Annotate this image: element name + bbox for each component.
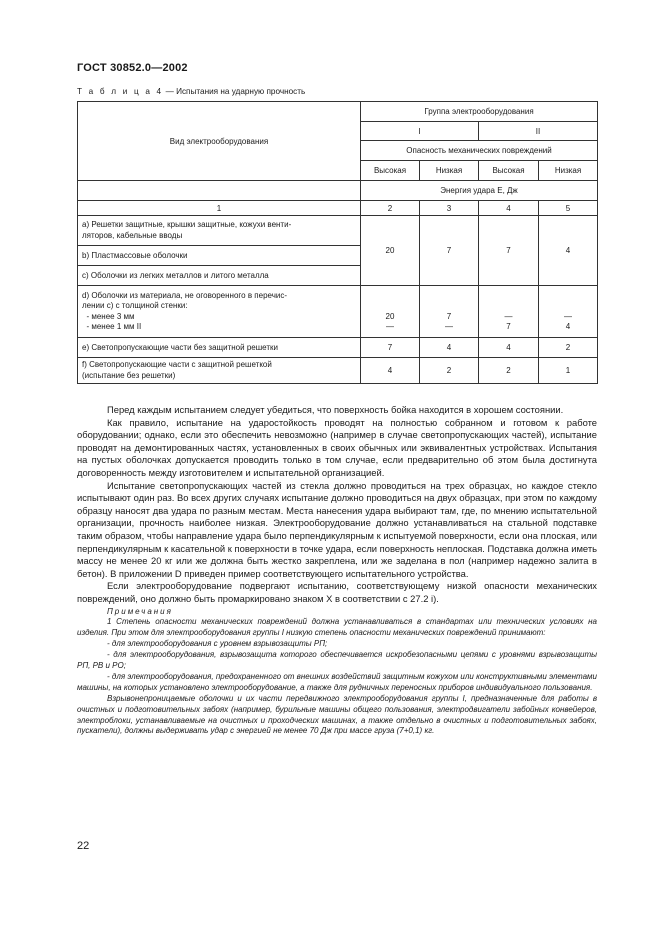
column-number: 2 <box>361 201 420 216</box>
header-equipment-kind: Вид электрооборудования <box>78 102 361 181</box>
row-value: 2 <box>420 358 479 384</box>
column-number: 1 <box>78 201 361 216</box>
row-value: 7 <box>479 216 539 286</box>
body-text <box>77 404 597 737</box>
note-item: Взрывонепроницаемые оболочки и их части передвижного электрооборудования группы I, предназначенные для работы в очистных и подготовительных забоях (например, бурильные машины общего пользования, электродвигатели забойных конвейеров, электроблоки, устанавливаемые на очистных и проходческих машинах, а также отдельно в очистных и подготовительных забоях, пускатели), должны выдерживать удар с энергией не менее 70 Дж при массе груза (7+0,1) кг. <box>77 693 597 736</box>
row-value: 7 <box>361 338 420 358</box>
row-label: c) Оболочки из легких металлов и литого металла <box>78 266 361 286</box>
header-high-1: Высокая <box>361 161 420 181</box>
row-value: 7 <box>420 216 479 286</box>
row-value: 1 <box>539 358 598 384</box>
paragraph: Как правило, испытание на ударостойкость проводят на полностью собранном и готовом к работе оборудовании; однако, если это обеспечить невозможно (например в случае светопропускающих частей), испытание проводят на демонтированных частях, установленных в своих обычных или эквивалентных устройствах. Испытания на пустых оболочках допускается проводить только в том случае, если предварительно об этом была достигнута договоренность между изготовителем и испытательной организацией. <box>77 416 597 478</box>
row-value: 4 <box>361 358 420 384</box>
note-item: - для электрооборудования, взрывозащита которого обеспечивается искробезопасными цепями с уровнями взрывозащиты РП, РВ и РО; <box>77 650 597 671</box>
note-item: - для электрооборудования с уровнем взрывозащиты РП; <box>107 639 328 649</box>
paragraph: Перед каждым испытанием следует убедиться, что поверхность бойка находится в хорошем состоянии. <box>107 404 564 415</box>
row-label: e) Светопропускающие части без защитной решетки <box>78 338 361 358</box>
header-danger: Опасность механических повреждений <box>361 141 598 161</box>
header-group-2: II <box>479 122 598 141</box>
row-value: — 4 <box>539 286 598 338</box>
row-value: 7 — <box>420 286 479 338</box>
document-header: ГОСТ 30852.0—2002 <box>77 62 188 74</box>
row-value: 4 <box>420 338 479 358</box>
row-value: 20 <box>361 216 420 286</box>
page-number: 22 <box>77 840 90 852</box>
table-caption-prefix: Т а б л и ц а 4 <box>77 87 164 96</box>
header-energy: Энергия удара Е, Дж <box>361 181 598 201</box>
note-item: 1 Степень опасности механических повреждений должна устанавливаться в стандартах или технических условиях на изделия. При этом для электрооборудования группы I низкую степень опасности механических повреждений принимают: <box>77 617 597 638</box>
row-value: 2 <box>479 358 539 384</box>
row-label: d) Оболочки из материала, не оговоренного в перечис- лении c) с толщиной стенки: - менее 3 мм - менее 1 мм II <box>78 286 361 338</box>
row-value: — 7 <box>479 286 539 338</box>
row-label: b) Пластмассовые оболочки <box>78 246 361 266</box>
column-number: 5 <box>539 201 598 216</box>
column-number: 3 <box>420 201 479 216</box>
row-label: f) Светопропускающие части с защитной решеткой (испытание без решетки) <box>78 358 361 384</box>
header-equipment-group: Группа электрооборудования <box>361 102 598 122</box>
column-number: 4 <box>479 201 539 216</box>
paragraph: Испытание светопропускающих частей из стекла должно проводиться на трех образцах, но каждое стекло испытывают один раз. Во всех других случаях испытание должно проводиться на двух образцах, при этом по каждому образцу наносят два удара по разным местам. Места нанесения удара выбирают там, где, по мнению испытательной организации, прочность наиболее низкая. Электрооборудование должно устанавливаться на стальной подставке таким образом, чтобы направление удара было перпендикулярным к испытуемой поверхности, если она плоская, или перпендикулярным к касательной к поверхности в точке удара, если поверхность неплоская. Подставка должна иметь массу не менее 20 кг или же должна быть жестко закреплена, или же заделана в пол (например надежно залита в бетон). В приложении D приведен пример соответствующего испытательного устройства. <box>77 479 597 579</box>
paragraph: Если электрооборудование подвергают испытанию, соответствующему низкой опасности механических повреждений, оно должно быть промаркировано знаком X в соответствии с 27.2 i). <box>77 580 597 604</box>
table-caption <box>77 87 305 96</box>
row-label: a) Решетки защитные, крышки защитные, кожухи венти- ляторов, кабельные вводы <box>78 216 361 246</box>
row-value: 4 <box>479 338 539 358</box>
row-value: 4 <box>539 216 598 286</box>
row-value: 2 <box>539 338 598 358</box>
header-low-2: Низкая <box>539 161 598 181</box>
notes-block <box>77 607 597 738</box>
header-group-1: I <box>361 122 479 141</box>
impact-test-table <box>77 101 598 384</box>
notes-title: Примечания <box>107 606 173 616</box>
header-high-2: Высокая <box>479 161 539 181</box>
row-value: 20 — <box>361 286 420 338</box>
header-low-1: Низкая <box>420 161 479 181</box>
note-item: - для электрооборудования, предохраненного от внешних воздействий защитным кожухом или конструктивными элементами машины, на которых установлено электрооборудование, а также для рудничных переносных приборов индивидуального пользования. <box>77 671 597 692</box>
table-caption-text: — Испытания на ударную прочность <box>163 87 306 96</box>
